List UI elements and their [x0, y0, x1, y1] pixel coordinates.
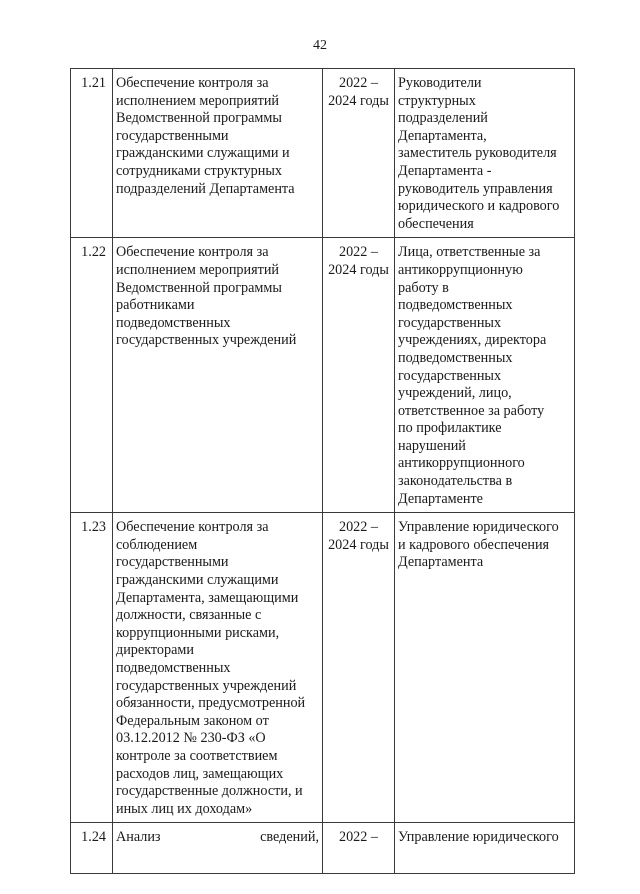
action-cell — [113, 513, 323, 823]
table-row — [71, 823, 575, 874]
responsible-line: подразделений — [398, 110, 488, 127]
period-line: 2024 годы — [328, 92, 389, 109]
action-line: государственными — [116, 127, 229, 144]
responsible-line: Департамента - — [398, 162, 492, 179]
period-cell — [323, 513, 395, 823]
action-line: Департамента, замещающими — [116, 589, 299, 606]
action-line: соблюдением — [116, 536, 198, 553]
action-line: подразделений Департамента — [116, 180, 295, 197]
responsible-line: ответственное за работу — [398, 402, 545, 419]
action-line: исполнением мероприятий — [116, 92, 280, 109]
responsible-line: Лица, ответственные за — [398, 244, 541, 261]
action-line: Обеспечение контроля за — [116, 75, 269, 91]
responsible-line: подведомственных — [398, 349, 513, 366]
action-line: обязанности, предусмотренной — [116, 695, 306, 712]
action-line: расходов лиц, замещающих — [116, 765, 284, 782]
period-line: 2022 – — [338, 244, 378, 261]
responsible-line: государственных — [398, 314, 502, 331]
responsible-line: государственных — [398, 367, 502, 384]
action-line: Ведомственной программы — [116, 279, 282, 296]
table-row — [71, 513, 575, 823]
responsible-line: Департамента — [398, 554, 484, 571]
responsible-cell — [395, 69, 575, 238]
row-number: 1.24 — [71, 823, 113, 874]
responsible-line: по профилактике — [398, 420, 502, 437]
action-line — [116, 829, 319, 847]
responsible-line: руководитель управления — [398, 180, 553, 197]
row-number: 1.22 — [71, 238, 113, 513]
action-line: государственных учреждений — [116, 677, 297, 694]
action-line: работниками — [116, 297, 195, 314]
responsible-line: и кадрового обеспечения — [398, 536, 550, 553]
responsible-line: Управление юридического — [398, 829, 559, 846]
action-line: Федеральным законом от — [116, 712, 269, 729]
action-line: 03.12.2012 № 230-ФЗ «О — [116, 730, 266, 747]
responsible-line: заместитель руководителя — [398, 145, 557, 162]
responsible-line: учреждениях, директора — [398, 332, 547, 349]
responsible-line: учреждений, лицо, — [398, 385, 512, 402]
action-line: контроле за соответствием — [116, 747, 278, 764]
responsible-line: Руководители — [398, 75, 482, 91]
action-line: сотрудниками структурных — [116, 162, 282, 179]
responsible-line: подведомственных — [398, 297, 513, 314]
period-cell — [323, 823, 395, 874]
period-cell — [323, 69, 395, 238]
responsible-line: Управление юридического — [398, 519, 559, 536]
responsible-cell — [395, 238, 575, 513]
action-line: государственные должности, и — [116, 783, 303, 800]
period-line: 2022 – — [338, 519, 378, 536]
period-line: 2024 годы — [328, 536, 389, 553]
action-line: Обеспечение контроля за — [116, 244, 269, 261]
action-line: подведомственных — [116, 314, 231, 331]
period-line: 2022 – — [338, 75, 378, 91]
responsible-line: обеспечения — [398, 215, 474, 232]
responsible-line: антикоррупционную — [398, 261, 523, 278]
responsible-line: юридического и кадрового — [398, 198, 560, 215]
table-row — [71, 238, 575, 513]
action-line: гражданскими служащими — [116, 572, 279, 589]
responsible-line: Департамента, — [398, 127, 487, 144]
action-line: коррупционными рисками, — [116, 624, 280, 641]
period-line: 2024 годы — [328, 261, 389, 278]
measures-table — [70, 68, 575, 874]
action-line: подведомственных — [116, 660, 231, 676]
table-row — [71, 69, 575, 238]
action-line: Обеспечение контроля за — [116, 519, 269, 536]
period-cell — [323, 238, 395, 513]
responsible-line: законодательства в — [398, 473, 513, 490]
page-number: 42 — [313, 38, 327, 53]
action-line: гражданскими служащими и — [116, 145, 290, 162]
action-cell — [113, 69, 323, 238]
action-cell — [113, 823, 323, 874]
action-line: Ведомственной программы — [116, 110, 282, 127]
responsible-line: работу в — [398, 279, 449, 296]
responsible-cell — [395, 513, 575, 823]
action-line: иных лиц их доходам» — [116, 800, 253, 817]
responsible-line: антикоррупционного — [398, 455, 525, 472]
action-cell — [113, 238, 323, 513]
period-line: 2022 – — [338, 829, 378, 846]
action-word: Анализ — [116, 829, 161, 846]
action-line: должности, связанные с — [116, 607, 262, 624]
action-line: государственных учреждений — [116, 332, 297, 349]
responsible-cell — [395, 823, 575, 874]
action-line: государственными — [116, 554, 229, 571]
row-number: 1.21 — [71, 69, 113, 238]
responsible-line: Департаменте — [398, 490, 483, 507]
action-line: исполнением мероприятий — [116, 261, 280, 278]
row-number: 1.23 — [71, 513, 113, 823]
action-line: директорами — [116, 642, 194, 659]
action-word: сведений, — [260, 829, 319, 846]
responsible-line: нарушений — [398, 437, 466, 454]
responsible-line: структурных — [398, 92, 476, 109]
